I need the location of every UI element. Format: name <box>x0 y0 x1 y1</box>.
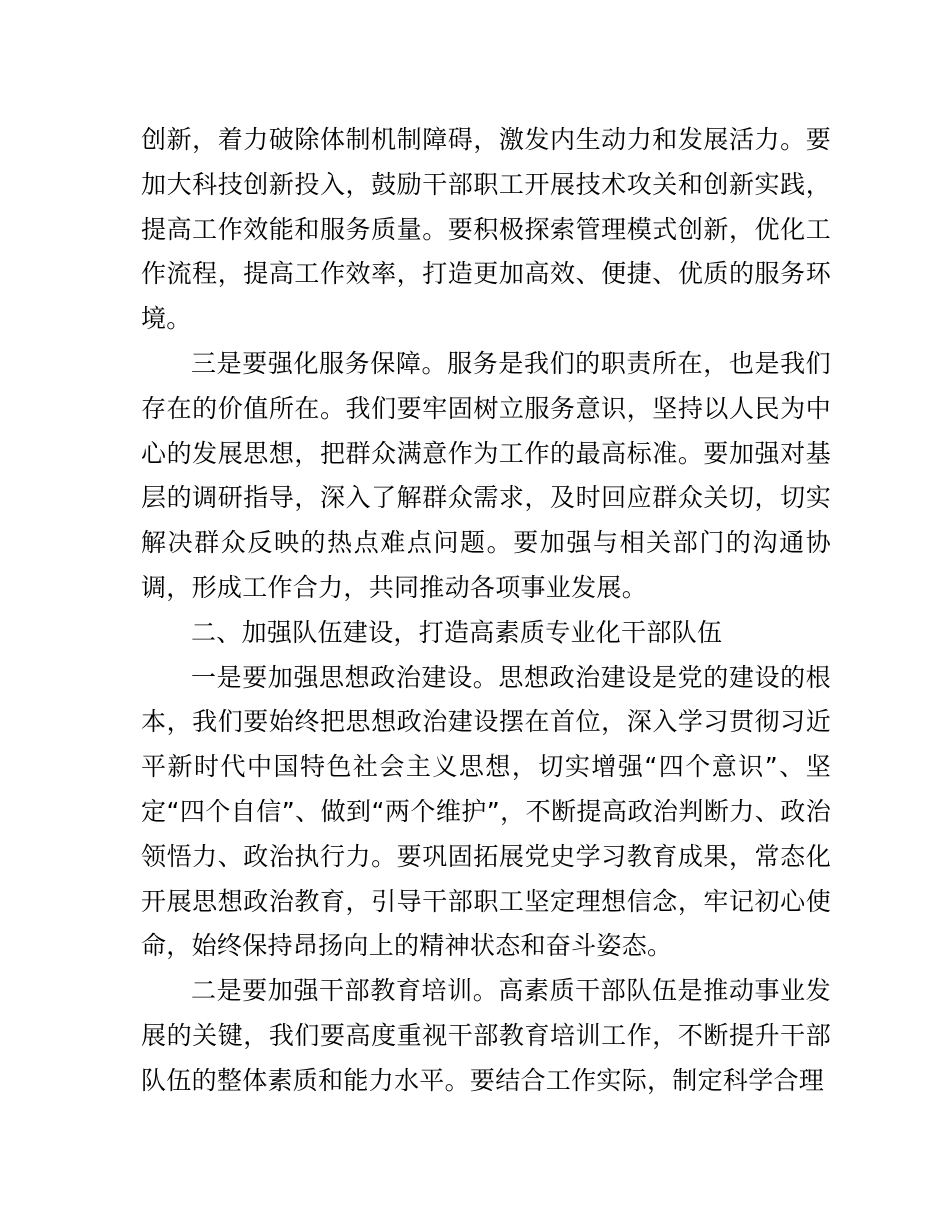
paragraph-cadre-training: 二是要加强干部教育培训。高素质干部队伍是推动事业发展的关键，我们要高度重视干部教育培训工作，不断提升干部队伍的整体素质和能力水平。要结合工作实际，制定科学合理 <box>141 976 831 1095</box>
paragraph-service-guarantee: 三是要强化服务保障。服务是我们的职责所在，也是我们存在的价值所在。我们要牢固树立服务意识，坚持以人民为中心的发展思想，把群众满意作为工作的最高标准。要加强对基层的调研指导，深入了解群众需求，及时回应群众关切，切实解决群众反映的热点难点问题。要加强与相关部门的沟通协调，形成工作合力，共同推动各项事业发展。 <box>141 348 831 602</box>
document-body <box>141 118 831 1104</box>
paragraph-ideological-political: 一是要加强思想政治建设。思想政治建设是党的建设的根本，我们要始终把思想政治建设摆在首位，深入学习贯彻习近平新时代中国特色社会主义思想，切实增强“四个意识”、坚定“四个自信”、做到“两个维护”，不断提高政治判断力、政治领悟力、政治执行力。要巩固拓展党史学习教育成果，常态化开展思想政治教育，引导干部职工坚定理想信念，牢记初心使命，始终保持昂扬向上的精神状态和奋斗姿态。 <box>141 662 831 961</box>
paragraph-innovation-continued: 创新，着力破除体制机制障碍，激发内生动力和发展活力。要加大科技创新投入，鼓励干部职工开展技术攻关和创新实践，提高工作效能和服务质量。要积极探索管理模式创新，优化工作流程，提高工作效率，打造更加高效、便捷、优质的服务环境。 <box>141 125 831 334</box>
section-heading-team-building: 二、加强队伍建设，打造高素质专业化干部队伍 <box>191 617 723 647</box>
